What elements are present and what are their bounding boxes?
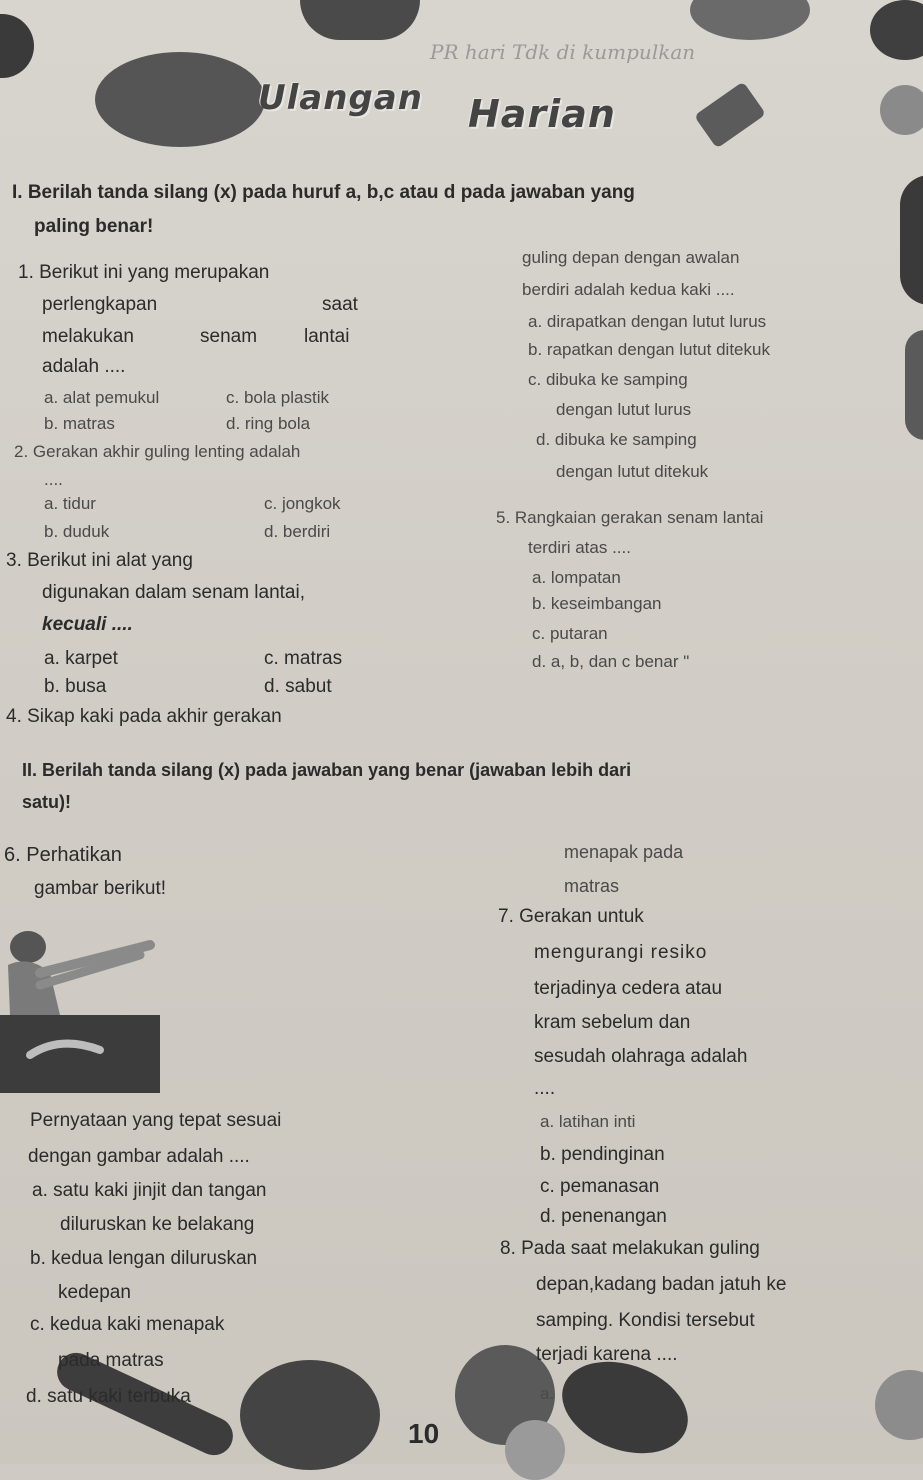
q7-text: sesudah olahraga adalah [534,1046,748,1067]
q2-option-a[interactable]: a. tidur [44,494,96,513]
q6-text: 6. Perhatikan [4,844,122,866]
section2-instruction-2: satu)! [22,792,71,812]
q7-option-d[interactable]: d. penenangan [540,1206,667,1227]
ball-decoration-right [880,85,923,135]
q1-text: saat [322,294,358,315]
q4-option-a[interactable]: a. dirapatkan dengan lutut lurus [528,312,767,331]
section2-instruction: II. Berilah tanda silang (x) pada jawaban yang benar (jawaban lebih dari [22,760,632,780]
q2-option-b[interactable]: b. duduk [44,522,110,541]
q7-text: 7. Gerakan untuk [498,906,644,927]
q7-text: .... [534,1078,556,1099]
q7-option-c[interactable]: c. pemanasan [540,1176,660,1197]
q6-option-b[interactable]: b. kedua lengan diluruskan [30,1248,258,1269]
q6-text: gambar berikut! [34,878,167,899]
q7-text: kram sebelum dan [534,1012,691,1033]
q1-option-d[interactable]: d. ring bola [226,414,311,433]
q4-text-continued: berdiri adalah kedua kaki .... [522,280,735,299]
section1-instruction-2: paling benar! [34,216,154,237]
q4-option-d-cont: dengan lutut ditekuk [556,462,709,481]
q8-text: depan,kadang badan jatuh ke [536,1274,787,1295]
q3-text: 3. Berikut ini alat yang [6,550,193,571]
q6-statement: Pernyataan yang tepat sesuai [30,1110,282,1131]
q1-option-b[interactable]: b. matras [44,414,115,433]
shuttle-decoration [694,81,766,148]
q6-option-a[interactable]: a. satu kaki jinjit dan tangan [32,1180,267,1201]
ball-decoration-bottom [240,1360,380,1470]
q1-text: 1. Berikut ini yang merupakan [18,262,270,283]
q8-text: samping. Kondisi tersebut [536,1310,755,1331]
q4-option-c[interactable]: c. dibuka ke samping [528,370,688,389]
q4-option-b[interactable]: b. rapatkan dengan lutut ditekuk [528,340,770,359]
q6-option-d-cont: matras [564,876,620,896]
q5-option-b[interactable]: b. keseimbangan [532,594,662,613]
handwritten-note: PR hari Tdk di kumpulkan [430,40,696,64]
ball-decoration-top-left [0,14,34,78]
title-ulangan: Ulangan [258,78,423,118]
q2-option-d[interactable]: d. berdiri [264,522,331,541]
q5-text: 5. Rangkaian gerakan senam lantai [496,508,764,527]
q5-option-c[interactable]: c. putaran [532,624,608,643]
q1-text: adalah .... [42,356,126,377]
q1-option-a[interactable]: a. alat pemukul [44,388,160,407]
q8-text: 8. Pada saat melakukan guling [500,1238,760,1259]
q6-option-c-cont: pada matras [58,1350,164,1371]
q6-exercise-illustration [0,925,165,1095]
q1-text: senam [200,326,258,347]
q1-text: perlengkapan [42,294,158,315]
ball-decoration-top-left-2 [95,52,265,147]
q3-text: kecuali .... [42,614,133,635]
q6-option-b-cont: kedepan [58,1282,131,1303]
q1-option-c[interactable]: c. bola plastik [226,388,329,407]
q6-option-c[interactable]: c. kedua kaki menapak [30,1314,225,1335]
q3-option-c[interactable]: c. matras [264,648,343,669]
q7-option-b[interactable]: b. pendinginan [540,1144,665,1165]
q5-option-a[interactable]: a. lompatan [532,568,621,587]
q3-text: digunakan dalam senam lantai, [42,582,306,603]
q8-text: terjadi karena .... [536,1344,678,1365]
q3-option-d[interactable]: d. sabut [264,676,332,697]
q5-option-d[interactable]: d. a, b, dan c benar " [532,652,690,671]
q1-text: lantai [304,326,350,347]
q4-option-d[interactable]: d. dibuka ke samping [536,430,697,449]
ball-decoration-top-right [690,0,810,40]
q6-option-a-cont: diluruskan ke belakang [60,1214,255,1235]
q7-text: mengurangi resiko [534,942,708,963]
ball-decoration-top [300,0,420,40]
q1-text: melakukan [42,326,134,347]
q8-option-a[interactable]: a. [540,1384,555,1403]
ball-decoration-bottom-3 [505,1420,565,1480]
q2-text: 2. Gerakan akhir guling lenting adalah [14,442,301,461]
q3-option-a[interactable]: a. karpet [44,648,118,669]
q4-text: 4. Sikap kaki pada akhir gerakan [6,706,282,727]
section1-instruction: I. Berilah tanda silang (x) pada huruf a, b,c atau d pada jawaban yang [12,182,635,203]
q4-text-continued: guling depan dengan awalan [522,248,740,267]
ball-decoration-right-edge-2 [905,330,923,440]
ball-decoration-right-edge [900,175,923,305]
ball-decoration-bottom-right [875,1370,923,1440]
q6-option-d-cont: menapak pada [564,842,684,862]
ball-decoration-right-top [870,0,923,60]
q7-option-a[interactable]: a. latihan inti [540,1112,636,1131]
q6-option-d[interactable]: d. satu kaki terbuka [26,1386,191,1407]
q2-option-c[interactable]: c. jongkok [264,494,341,513]
q2-text: .... [44,470,63,489]
q6-statement: dengan gambar adalah .... [28,1146,250,1167]
q5-text: terdiri atas .... [528,538,631,557]
q3-option-b[interactable]: b. busa [44,676,107,697]
page-number: 10 [408,1418,440,1449]
q7-text: terjadinya cedera atau [534,978,723,999]
q4-option-c-cont: dengan lutut lurus [556,400,692,419]
title-harian: Harian [468,92,616,136]
